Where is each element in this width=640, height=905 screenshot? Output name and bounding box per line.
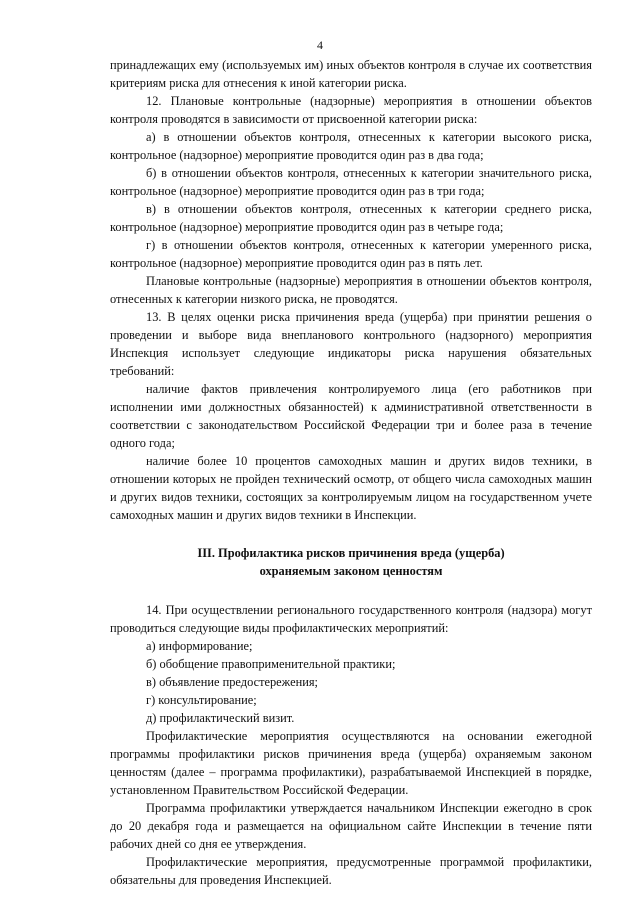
paragraph-14-program: Профилактические мероприятия осуществляются на основании ежегодной программы профилактики рисков причинения вреда (ущерба) охраняемым законом ценностям (далее – программа профилактики), разрабатываемой Инспекцией в порядке, установленном Правительством Российской Федерации. bbox=[110, 729, 592, 797]
paragraph-14-v: в) объявление предостережения; bbox=[146, 675, 318, 689]
paragraph-14-d: д) профилактический визит. bbox=[146, 711, 295, 725]
paragraph-continuation: принадлежащих ему (используемых им) иных объектов контроля в случае их соответствия критериям риска для отнесения к иной категории риска. bbox=[110, 58, 592, 90]
section-heading-line-1: III. Профилактика рисков причинения вреда (ущерба) bbox=[197, 546, 505, 560]
paragraph-13-indicator-2: наличие более 10 процентов самоходных машин и других видов техники, в отношении которых не пройден технический осмотр, от общего числа самоходных машин и других видов техники, состоящих за контролируемым лицом на государственном учете самоходных машин и других видов техники в Инспекции. bbox=[110, 454, 592, 522]
paragraph-12-a: а) в отношении объектов контроля, отнесенных к категории высокого риска, контрольное (надзорное) мероприятие проводится один раз в два года; bbox=[110, 130, 592, 162]
paragraph-14-g: г) консультирование; bbox=[146, 693, 257, 707]
paragraph-14-approval: Программа профилактики утверждается начальником Инспекции ежегодно в срок до 20 декабря года и размещается на официальном сайте Инспекции в течение пяти рабочих дней со дня ее утверждения. bbox=[110, 801, 592, 851]
paragraph-12-g: г) в отношении объектов контроля, отнесенных к категории умеренного риска, контрольное (надзорное) мероприятие проводится один раз в пять лет. bbox=[110, 238, 592, 270]
page-number: 4 bbox=[317, 38, 323, 52]
document-body bbox=[110, 56, 592, 889]
paragraph-14-b: б) обобщение правоприменительной практики; bbox=[146, 657, 396, 671]
paragraph-13: 13. В целях оценки риска причинения вреда (ущерба) при принятии решения о проведении и выборе вида внепланового контрольного (надзорного) мероприятия Инспекция использует следующие индикаторы риска нарушения обязательных требований: bbox=[110, 310, 592, 378]
paragraph-14: 14. При осуществлении регионального государственного контроля (надзора) могут проводиться следующие виды профилактических мероприятий: bbox=[110, 603, 592, 635]
section-heading-line-2: охраняемым законом ценностям bbox=[259, 564, 443, 578]
paragraph-12-low-risk: Плановые контрольные (надзорные) мероприятия в отношении объектов контроля, отнесенных к категории низкого риска, не проводятся. bbox=[110, 274, 592, 306]
paragraph-12-b: б) в отношении объектов контроля, отнесенных к категории значительного риска, контрольное (надзорное) мероприятие проводится один раз в три года; bbox=[110, 166, 592, 198]
paragraph-14-mandatory: Профилактические мероприятия, предусмотренные программой профилактики, обязательны для проведения Инспекцией. bbox=[110, 855, 592, 887]
paragraph-12: 12. Плановые контрольные (надзорные) мероприятия в отношении объектов контроля проводятся в зависимости от присвоенной категории риска: bbox=[110, 94, 592, 126]
section-heading bbox=[110, 544, 592, 580]
paragraph-12-v: в) в отношении объектов контроля, отнесенных к категории среднего риска, контрольное (надзорное) мероприятие проводится один раз в четыре года; bbox=[110, 202, 592, 234]
paragraph-14-a: а) информирование; bbox=[146, 639, 253, 653]
paragraph-13-indicator-1: наличие фактов привлечения контролируемого лица (его работников при исполнении ими должностных обязанностей) к административной ответственности в соответствии с законодательством Российской Федерации три и более раза в течение одного года; bbox=[110, 382, 592, 450]
